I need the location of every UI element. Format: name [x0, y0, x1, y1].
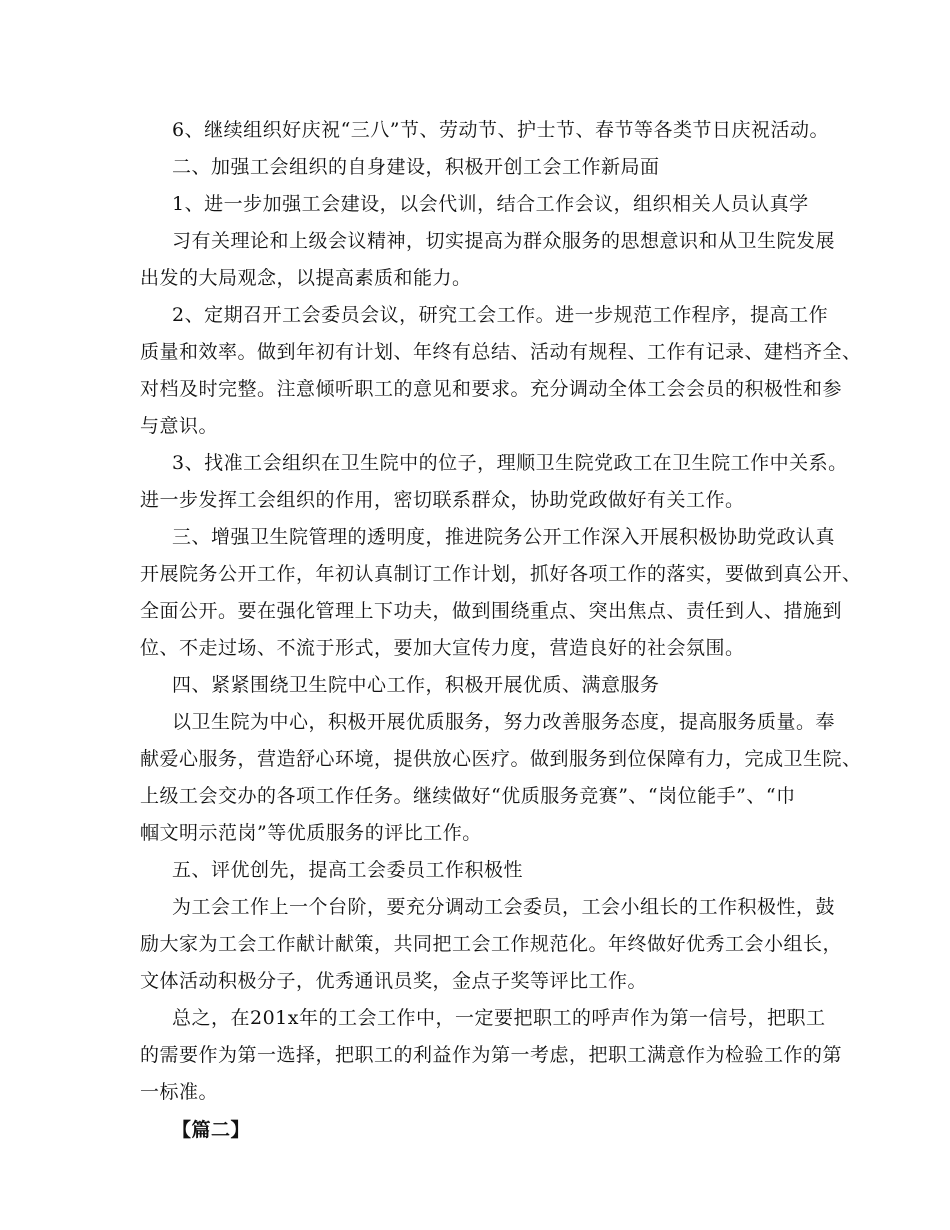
paragraph-line: 进一步发挥工会组织的作用，密切联系群众，协助党政做好有关工作。: [140, 489, 745, 511]
paragraph-line: 位、不走过场、不流于形式，要加大宣传力度，营造良好的社会氛围。: [140, 637, 745, 659]
section-heading: 五、评优创先，提高工会委员工作积极性: [172, 859, 524, 881]
section-heading: 三、增强卫生院管理的透明度，推进院务公开工作深入开展积极协助党政认真: [172, 526, 836, 548]
paragraph-line: 献爱心服务，营造舒心环境，提供放心医疗。做到服务到位保障有力，完成卫生院、: [140, 748, 862, 770]
paragraph-line: 的需要作为第一选择，把职工的利益作为第一考虑，把职工满意作为检验工作的第: [140, 1044, 843, 1066]
paragraph-line: 帼文明示范岗”等优质服务的评比工作。: [140, 822, 482, 844]
paragraph-line: 为工会工作上一个台阶，要充分调动工会委员，工会小组长的工作积极性，鼓: [172, 896, 836, 918]
paragraph-line: 习有关理论和上级会议精神，切实提高为群众服务的思想意识和从卫生院发展: [172, 230, 836, 252]
paragraph-line: 2、定期召开工会委员会议，研究工会工作。进一步规范工作程序，提高工作: [172, 304, 829, 326]
paragraph-line: 6、继续组织好庆祝“三八”节、劳动节、护士节、春节等各类节日庆祝活动。: [172, 119, 830, 141]
paragraph-line: 3、找准工会组织在卫生院中的位子，理顺卫生院党政工在卫生院工作中关系。: [172, 452, 848, 474]
paragraph-line: 以卫生院为中心，积极开展优质服务，努力改善服务态度，提高服务质量。奉: [172, 711, 836, 733]
section-heading: 二、加强工会组织的自身建设，积极开创工会工作新局面: [172, 156, 660, 178]
paragraph-line: 总之，在201x年的工会工作中，一定要把职工的呼声作为第一信号，把职工: [172, 1007, 826, 1029]
section-heading: 四、紧紧围绕卫生院中心工作，积极开展优质、满意服务: [172, 674, 660, 696]
paragraph-line: 与意识。: [140, 415, 219, 437]
paragraph-line: 一标准。: [140, 1081, 219, 1103]
paragraph-line: 开展院务公开工作，年初认真制订工作计划，抓好各项工作的落实，要做到真公开、: [140, 563, 862, 585]
paragraph-line: 1、进一步加强工会建设，以会代训，结合工作会议，组织相关人员认真学: [172, 193, 809, 215]
paragraph-line: 上级工会交办的各项工作任务。继续做好“优质服务竞赛”、“岗位能手”、“巾: [140, 785, 796, 807]
paragraph-line: 出发的大局观念，以提高素质和能力。: [140, 267, 472, 289]
paragraph-line: 对档及时完整。注意倾听职工的意见和要求。充分调动全体工会会员的积极性和参: [140, 378, 843, 400]
paragraph-line: 全面公开。要在强化管理上下功夫，做到围绕重点、突出焦点、责任到人、措施到: [140, 600, 843, 622]
paragraph-line: 质量和效率。做到年初有计划、年终有总结、活动有规程、工作有记录、建档齐全、: [140, 341, 862, 363]
paragraph-line: 文体活动积极分子，优秀通讯员奖，金点子奖等评比工作。: [140, 970, 648, 992]
part-heading: 【篇二】: [172, 1119, 251, 1141]
paragraph-line: 励大家为工会工作献计献策，共同把工会工作规范化。年终做好优秀工会小组长，: [140, 933, 843, 955]
